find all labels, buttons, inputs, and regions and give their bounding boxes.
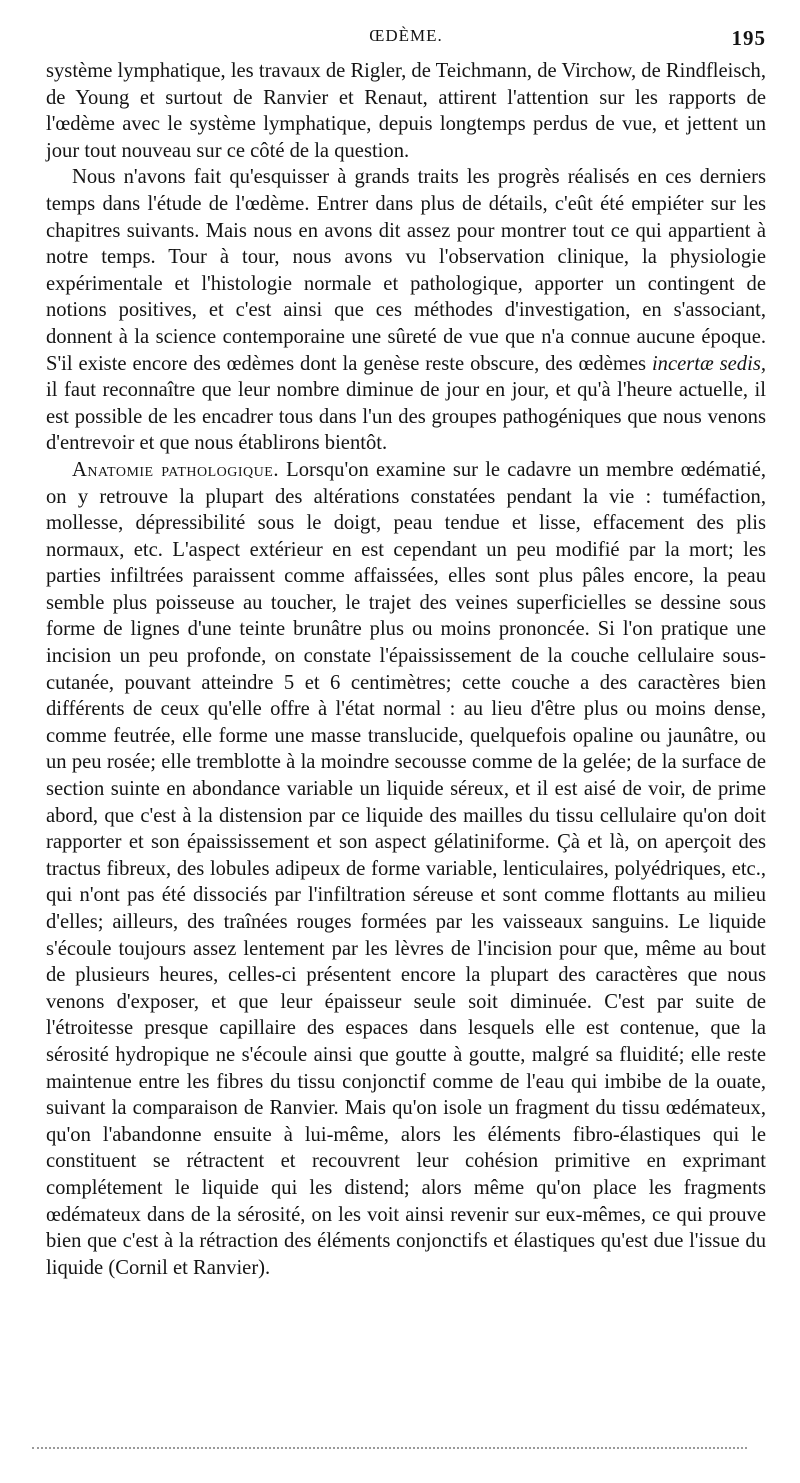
paragraph-text-before-italic: Nous n'avons fait qu'esquisser à grands traits les progrès réalisés en ces derniers temps dans l'étude de l'œdème. Entrer dans plus de détails, c'eût été empiéter sur les chapitres suivants. Mais nous en avons dit assez pour montrer tout ce qui appartient à notre temps. Tour à tour, nous avons vu l'observation clinique, la physiologie expérimentale et l'histologie normale et pathologique, apporter un contingent de notions positives, et c'est ainsi que ces méthodes d'investigation, en s'associant, donnent à la science contemporaine une sûreté de vue que n'a connue aucune époque. S'il existe encore des œdèmes dont la genèse reste obscure, des œdèmes	[46, 166, 766, 375]
paragraph-anatomy	[46, 457, 766, 1281]
page-number: 195	[731, 26, 766, 50]
section-heading: Anatomie pathologique.	[72, 458, 279, 481]
paragraph-summary	[46, 164, 766, 457]
latin-phrase: incertæ sedis,	[651, 352, 766, 375]
running-title: ŒDÈME.	[369, 26, 443, 45]
footer-dotted-rule	[32, 1447, 747, 1449]
paragraph-continuation: système lymphatique, les travaux de Rigler, de Teichmann, de Virchow, de Rindfleisch, de Young et surtout de Ranvier et Renaut, attirent l'attention sur les rapports de l'œdème avec le système lymphatique, depuis longtemps perdus de vue, et jettent un jour tout nouveau sur ce côté de la question.	[46, 60, 766, 162]
paragraph-text-after-italic: il faut reconnaître que leur nombre diminue de jour en jour, et qu'à l'heure actuelle, il est possible de les encadrer tous dans l'un des groupes pathogéniques que nous venons d'entrevoir et que nous établirons bientôt.	[46, 379, 766, 455]
paragraph-anatomy-text: Lorsqu'on examine sur le cadavre un membre œdématié, on y retrouve la plupart des altérations constatées pendant la vie : tuméfaction, mollesse, dépressibilité sous le doigt, peau tendue et lisse, effacement des plis normaux, etc. L'aspect extérieur en est cependant un peu modifié par la mort; les parties infiltrées paraissent comme affaissées, elles sont plus pâles encore, la peau semble plus poisseuse au toucher, le trajet des veines superficielles se dessine sous forme de lignes d'une teinte brunâtre plus ou moins prononcée. Si l'on pratique une incision un peu profonde, on constate l'épaississement de la couche cellulaire sous-cutanée, pouvant atteindre 5 et 6 centimètres; cette couche a des caractères bien différents de ceux qu'elle offre à l'état normal : au lieu d'être plus ou moins dense, comme feutrée, elle forme une masse translucide, quelquefois opaline ou jaunâtre, ou un peu rosée; elle tremblotte à la moindre secousse comme de la gelée; de la surface de section suinte en abondance variable un liquide séreux, et il est aisé de voir, de prime abord, que c'est à la distension par ce liquide des mailles du tissu cellulaire qu'on doit rapporter et son épaississement et son aspect gélatiniforme. Çà et là, on aperçoit des tractus fibreux, des lobules adipeux de forme variable, lenticulaires, polyédriques, etc., qui n'ont pas été dissociés par l'infiltration séreuse et sont comme flottants au milieu d'elles; ailleurs, des traînées rouges formées par les vaisseaux sanguins. Le liquide s'écoule toujours assez lentement par les lèvres de l'incision pour que, même au bout de plusieurs heures, celles-ci présentent encore la plupart des caractères que nous venons d'exposer, et que leur épaisseur seule soit diminuée. C'est par suite de l'étroitesse presque capillaire des espaces dans lesquels elle est contenue, que la sérosité hydropique ne s'écoule ainsi que goutte à goutte, malgré sa fluidité; elle reste maintenue entre les fibres du tissu conjonctif comme de l'eau qui imbibe de la ouate, suivant la comparaison de Ranvier. Mais qu'on isole un fragment du tissu œdémateux, qu'on l'abandonne ensuite à lui-même, alors les éléments fibro-élastiques qui le constituent se rétractent et recouvrent leur cohésion primitive en exprimant complétement le liquide qui les distend; alors même qu'on place les fragments œdémateux dans de la sérosité, on les voit ainsi revenir sur eux-mêmes, ce qui prouve bien que c'est à la rétraction des éléments conjonctifs et élastiques qu'est due l'issue du liquide (Cornil et Ranvier).	[46, 458, 766, 1279]
book-page	[46, 26, 766, 1281]
running-header	[46, 26, 766, 58]
body-text	[46, 58, 766, 1281]
